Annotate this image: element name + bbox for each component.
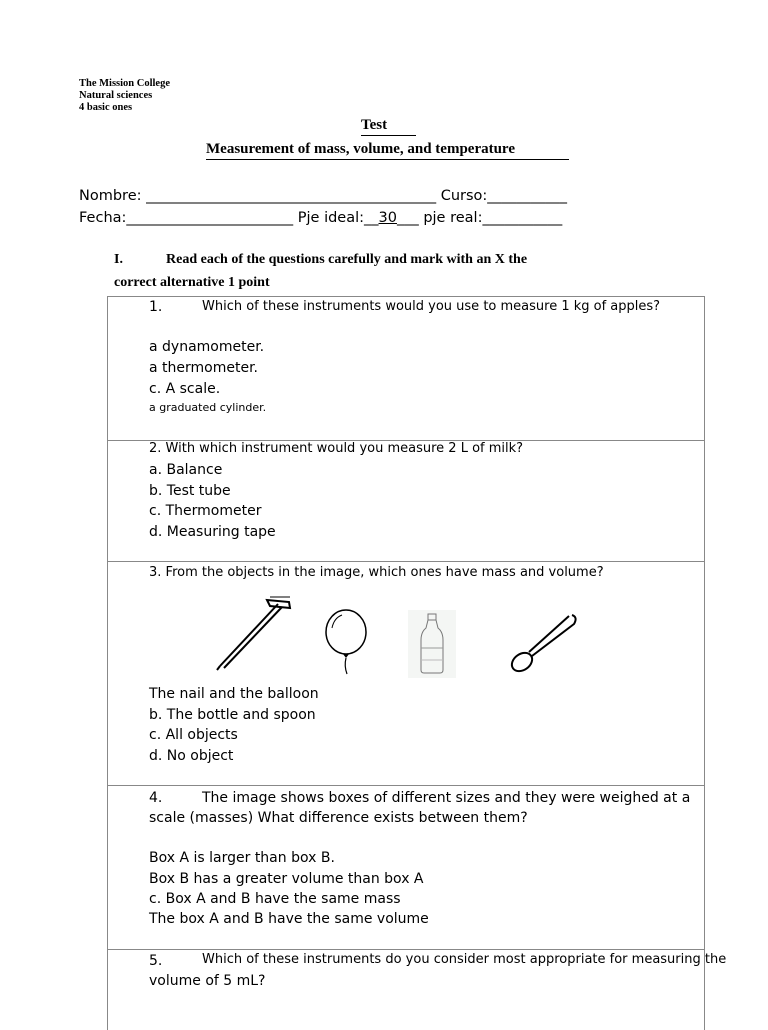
question-4-option-a: Box A is larger than box B. xyxy=(149,850,335,866)
question-3-option-d: d. No object xyxy=(149,748,234,764)
bottle-icon xyxy=(408,610,456,678)
section-number: I. xyxy=(114,252,123,267)
section-instruction-line2: correct alternative 1 point xyxy=(114,275,270,290)
real-score-label: ___ pje real:___________ xyxy=(396,210,563,226)
question-1-option-a: a dynamometer. xyxy=(149,339,265,355)
spoon-icon xyxy=(508,612,580,674)
question-5-text-line2: volume of 5 mL? xyxy=(149,973,266,989)
question-1-option-d: a graduated cylinder. xyxy=(149,401,267,414)
question-1-option-b: a thermometer. xyxy=(149,360,258,376)
question-1-text: Which of these instruments would you use to measure 1 kg of apples? xyxy=(202,299,661,314)
nail-icon xyxy=(212,592,292,672)
question-2-option-d: d. Measuring tape xyxy=(149,524,276,540)
question-3-text: 3. From the objects in the image, which ones have mass and volume? xyxy=(149,565,604,580)
school-name: The Mission College xyxy=(79,78,170,89)
question-3-option-b: b. The bottle and spoon xyxy=(149,707,316,723)
question-2-option-b: b. Test tube xyxy=(149,483,231,499)
grade-label: 4 basic ones xyxy=(79,102,133,113)
date-score-line xyxy=(79,210,562,226)
question-4-text-line2: scale (masses) What difference exists between them? xyxy=(149,810,528,826)
question-3-option-a: The nail and the balloon xyxy=(149,686,319,702)
page-subtitle: Measurement of mass, volume, and temperature xyxy=(206,141,569,160)
question-4-option-c: c. Box A and B have the same mass xyxy=(149,891,401,907)
question-1-option-c: c. A scale. xyxy=(149,381,221,397)
question-3-option-c: c. All objects xyxy=(149,727,238,743)
ideal-score-value: 30 xyxy=(378,210,397,226)
question-2-box xyxy=(107,440,705,562)
name-course-line: Nombre: ________________________________________ Curso:___________ xyxy=(79,188,568,204)
question-5-text-line1: Which of these instruments do you consider most appropriate for measuring the xyxy=(202,952,727,967)
question-2-option-c: c. Thermometer xyxy=(149,503,262,519)
section-instruction-line1: Read each of the questions carefully and mark with an X the xyxy=(166,252,528,267)
question-2-text: 2. With which instrument would you measure 2 L of milk? xyxy=(149,441,524,456)
balloon-icon xyxy=(322,608,372,678)
question-2-option-a: a. Balance xyxy=(149,462,223,478)
date-label: Fecha:_______________________ Pje ideal:__ xyxy=(79,210,379,226)
question-4-number: 4. xyxy=(149,790,163,806)
question-4-option-b: Box B has a greater volume than box A xyxy=(149,871,424,887)
question-5-number: 5. xyxy=(149,953,163,969)
question-4-text-line1: The image shows boxes of different sizes and they were weighed at a xyxy=(202,790,691,806)
page-title: Test xyxy=(361,117,416,136)
question-1-number: 1. xyxy=(149,299,163,315)
question-4-option-d: The box A and B have the same volume xyxy=(149,911,429,927)
subject-name: Natural sciences xyxy=(79,90,153,101)
